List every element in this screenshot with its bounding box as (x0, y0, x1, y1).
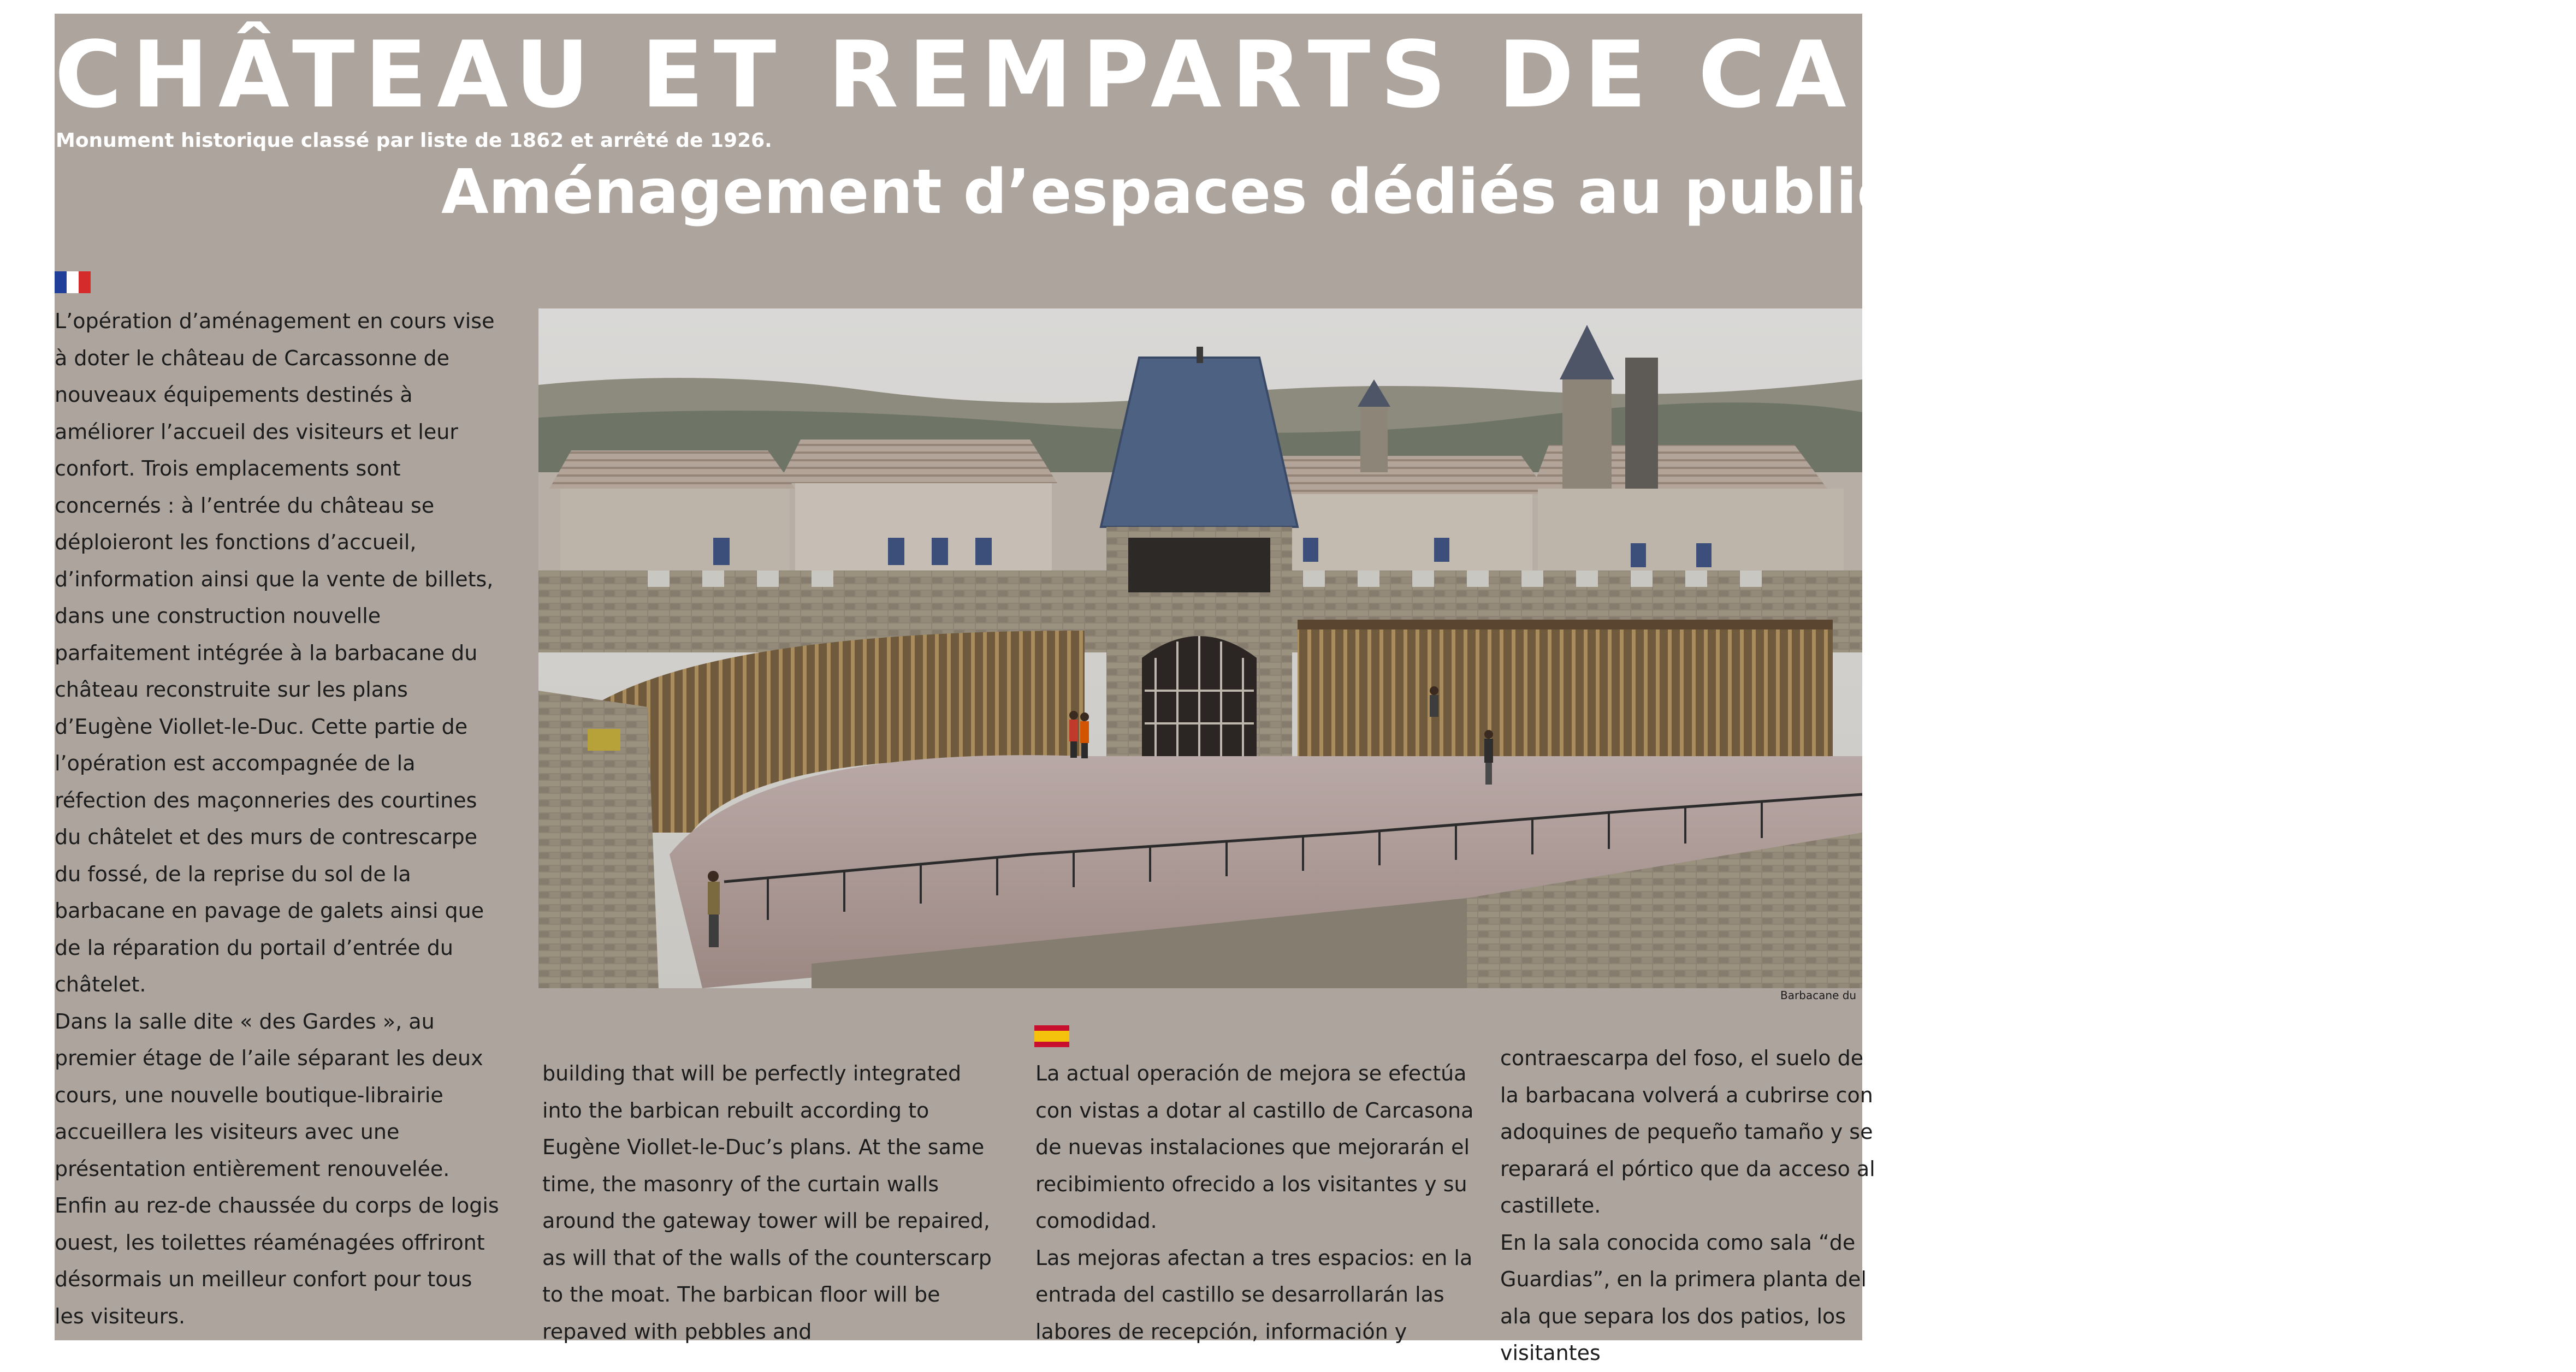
french-paragraph: L’opération d’aménagement en cours vise à doter le château de Carcassonne de nouveaux équipements destinés à améliorer l’accueil des visiteurs et leur confort. Trois emplacements sont concernés : à l’entrée du château se déploieront les fonctions d’accueil, d’information ainsi que la vente de billets, dans une construction nouvelle parfaitement intégrée à la barbacane du château reconstruite sur les plans d’Eugène Viollet-le-Duc. Cette partie de l’opération est accompagnée de la réfection des maçonneries des courtines du châtelet et des murs de contrescarpe du fossé, de la reprise du sol de la barbacane en pavage de galets ainsi que de la réparation du portail d’entrée du châtelet. (55, 309, 495, 996)
spanish-text-column (1035, 1055, 1489, 1350)
french-flag-icon (55, 271, 91, 293)
photo-illustration (538, 308, 1862, 988)
barbican-rendering-photo (538, 308, 1862, 988)
main-title: CHÂTEAU ET REMPARTS DE CARCASSONNE (55, 21, 2576, 128)
french-text-column (55, 303, 508, 1335)
spanish-paragraph: contraescarpa del foso, el suelo de la barbacana volverá a cubrirse con adoquines de pequeño tamaño y se reparará el pórtico que da acceso al castillete. (1500, 1046, 1875, 1217)
english-paragraph: building that will be perfectly integrated into the barbican rebuilt according to Eugène Viollet-le-Duc’s plans. At the same time, the masonry of the curtain walls around the gateway tower will be repaired, as will that of the walls of the counterscarp to the moat. The barbican floor will be repaved with pebbles and (542, 1061, 992, 1344)
spanish-flag-icon (1034, 1025, 1069, 1047)
spanish-text-column-2 (1500, 1040, 1882, 1372)
information-panel (55, 14, 2576, 1365)
subtitle: Monument historique classé par liste de 1862 et arrêté de 1926. (56, 129, 772, 152)
spanish-paragraph: Las mejoras afectan a tres espacios: en la entrada del castillo se desarrollarán las labores de recepción, información y (1035, 1245, 1473, 1344)
french-paragraph: Dans la salle dite « des Gardes », au premier étage de l’aile séparant les deux cours, une nouvelle boutique-librairie accueillera les visiteurs avec une présentation entièrement renouvelée. Enfin au rez-de chaussée du corps de logis ouest, les toilettes réaménagées offriront désormais un meilleur confort pour tous les visiteurs. (55, 1009, 499, 1328)
english-text-column (542, 1055, 996, 1350)
section-title: Aménagement d’espaces dédiés au public (441, 157, 1893, 228)
spanish-paragraph: La actual operación de mejora se efectúa con vistas a dotar al castillo de Carcasona de nuevas instalaciones que mejorarán el recibimiento ofrecido a los visitantes y su comodidad. (1035, 1061, 1474, 1233)
photo-caption: Barbacane du (1780, 989, 1857, 1002)
spanish-paragraph: En la sala conocida como sala “de Guardias”, en la primera planta del ala que separa los dos patios, los visitantes (1500, 1230, 1867, 1365)
